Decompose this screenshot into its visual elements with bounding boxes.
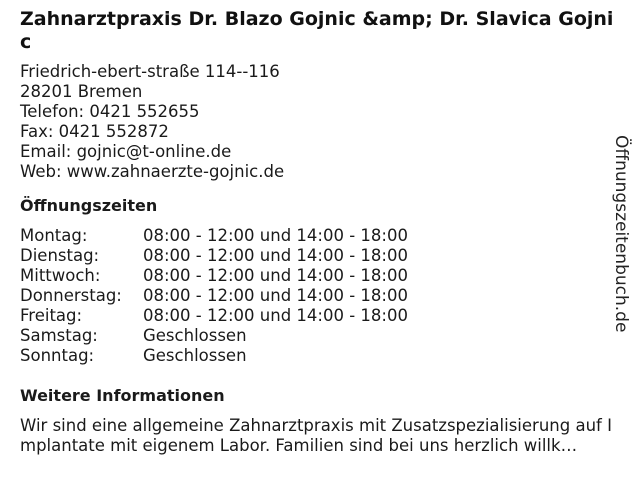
table-row: [20, 266, 408, 286]
table-row: [20, 326, 408, 346]
day-label: Samstag:: [20, 326, 98, 345]
street-address: Friedrich-ebert-straße 114--116: [20, 62, 280, 81]
phone-number: Telefon: 0421 552655: [20, 102, 200, 121]
table-row: [20, 286, 408, 306]
email-address: Email: gojnic@t-online.de: [20, 142, 232, 161]
fax-number: Fax: 0421 552872: [20, 122, 169, 141]
more-info-text: Wir sind eine allgemeine Zahnarztpraxis mit Zusatzspezialisierung auf Implantate mit eigenem Labor. Familien sind bei uns herzlich willk…: [20, 416, 612, 455]
day-label: Donnerstag:: [20, 286, 122, 305]
day-label: Mittwoch:: [20, 266, 101, 285]
table-row: [20, 346, 408, 366]
hours-value: 08:00 - 12:00 und 14:00 - 18:00: [143, 226, 408, 245]
website-address: Web: www.zahnaerzte-gojnic.de: [20, 162, 285, 181]
hours-value: Geschlossen: [143, 346, 247, 365]
table-row: [20, 226, 408, 246]
contact-block: [20, 62, 628, 182]
opening-hours-table: [20, 226, 408, 366]
hours-value: 08:00 - 12:00 und 14:00 - 18:00: [143, 286, 408, 305]
hours-value: 08:00 - 12:00 und 14:00 - 18:00: [143, 266, 408, 285]
table-row: [20, 246, 408, 266]
city-address: 28201 Bremen: [20, 82, 143, 101]
site-brand-label: Öffnungszeitenbuch.de: [611, 135, 631, 333]
hours-value: Geschlossen: [143, 326, 247, 345]
practice-name: Zahnarztpraxis Dr. Blazo Gojnic &amp; Dr. Slavica Gojnic: [20, 8, 614, 53]
hours-value: 08:00 - 12:00 und 14:00 - 18:00: [143, 246, 408, 265]
day-label: Freitag:: [20, 306, 83, 325]
day-label: Montag:: [20, 226, 88, 245]
practice-card: [20, 8, 628, 456]
day-label: Dienstag:: [20, 246, 100, 265]
table-row: [20, 306, 408, 326]
opening-hours-heading: Öffnungszeiten: [20, 196, 158, 215]
hours-value: 08:00 - 12:00 und 14:00 - 18:00: [143, 306, 408, 325]
day-label: Sonntag:: [20, 346, 95, 365]
more-info-heading: Weitere Informationen: [20, 386, 225, 405]
